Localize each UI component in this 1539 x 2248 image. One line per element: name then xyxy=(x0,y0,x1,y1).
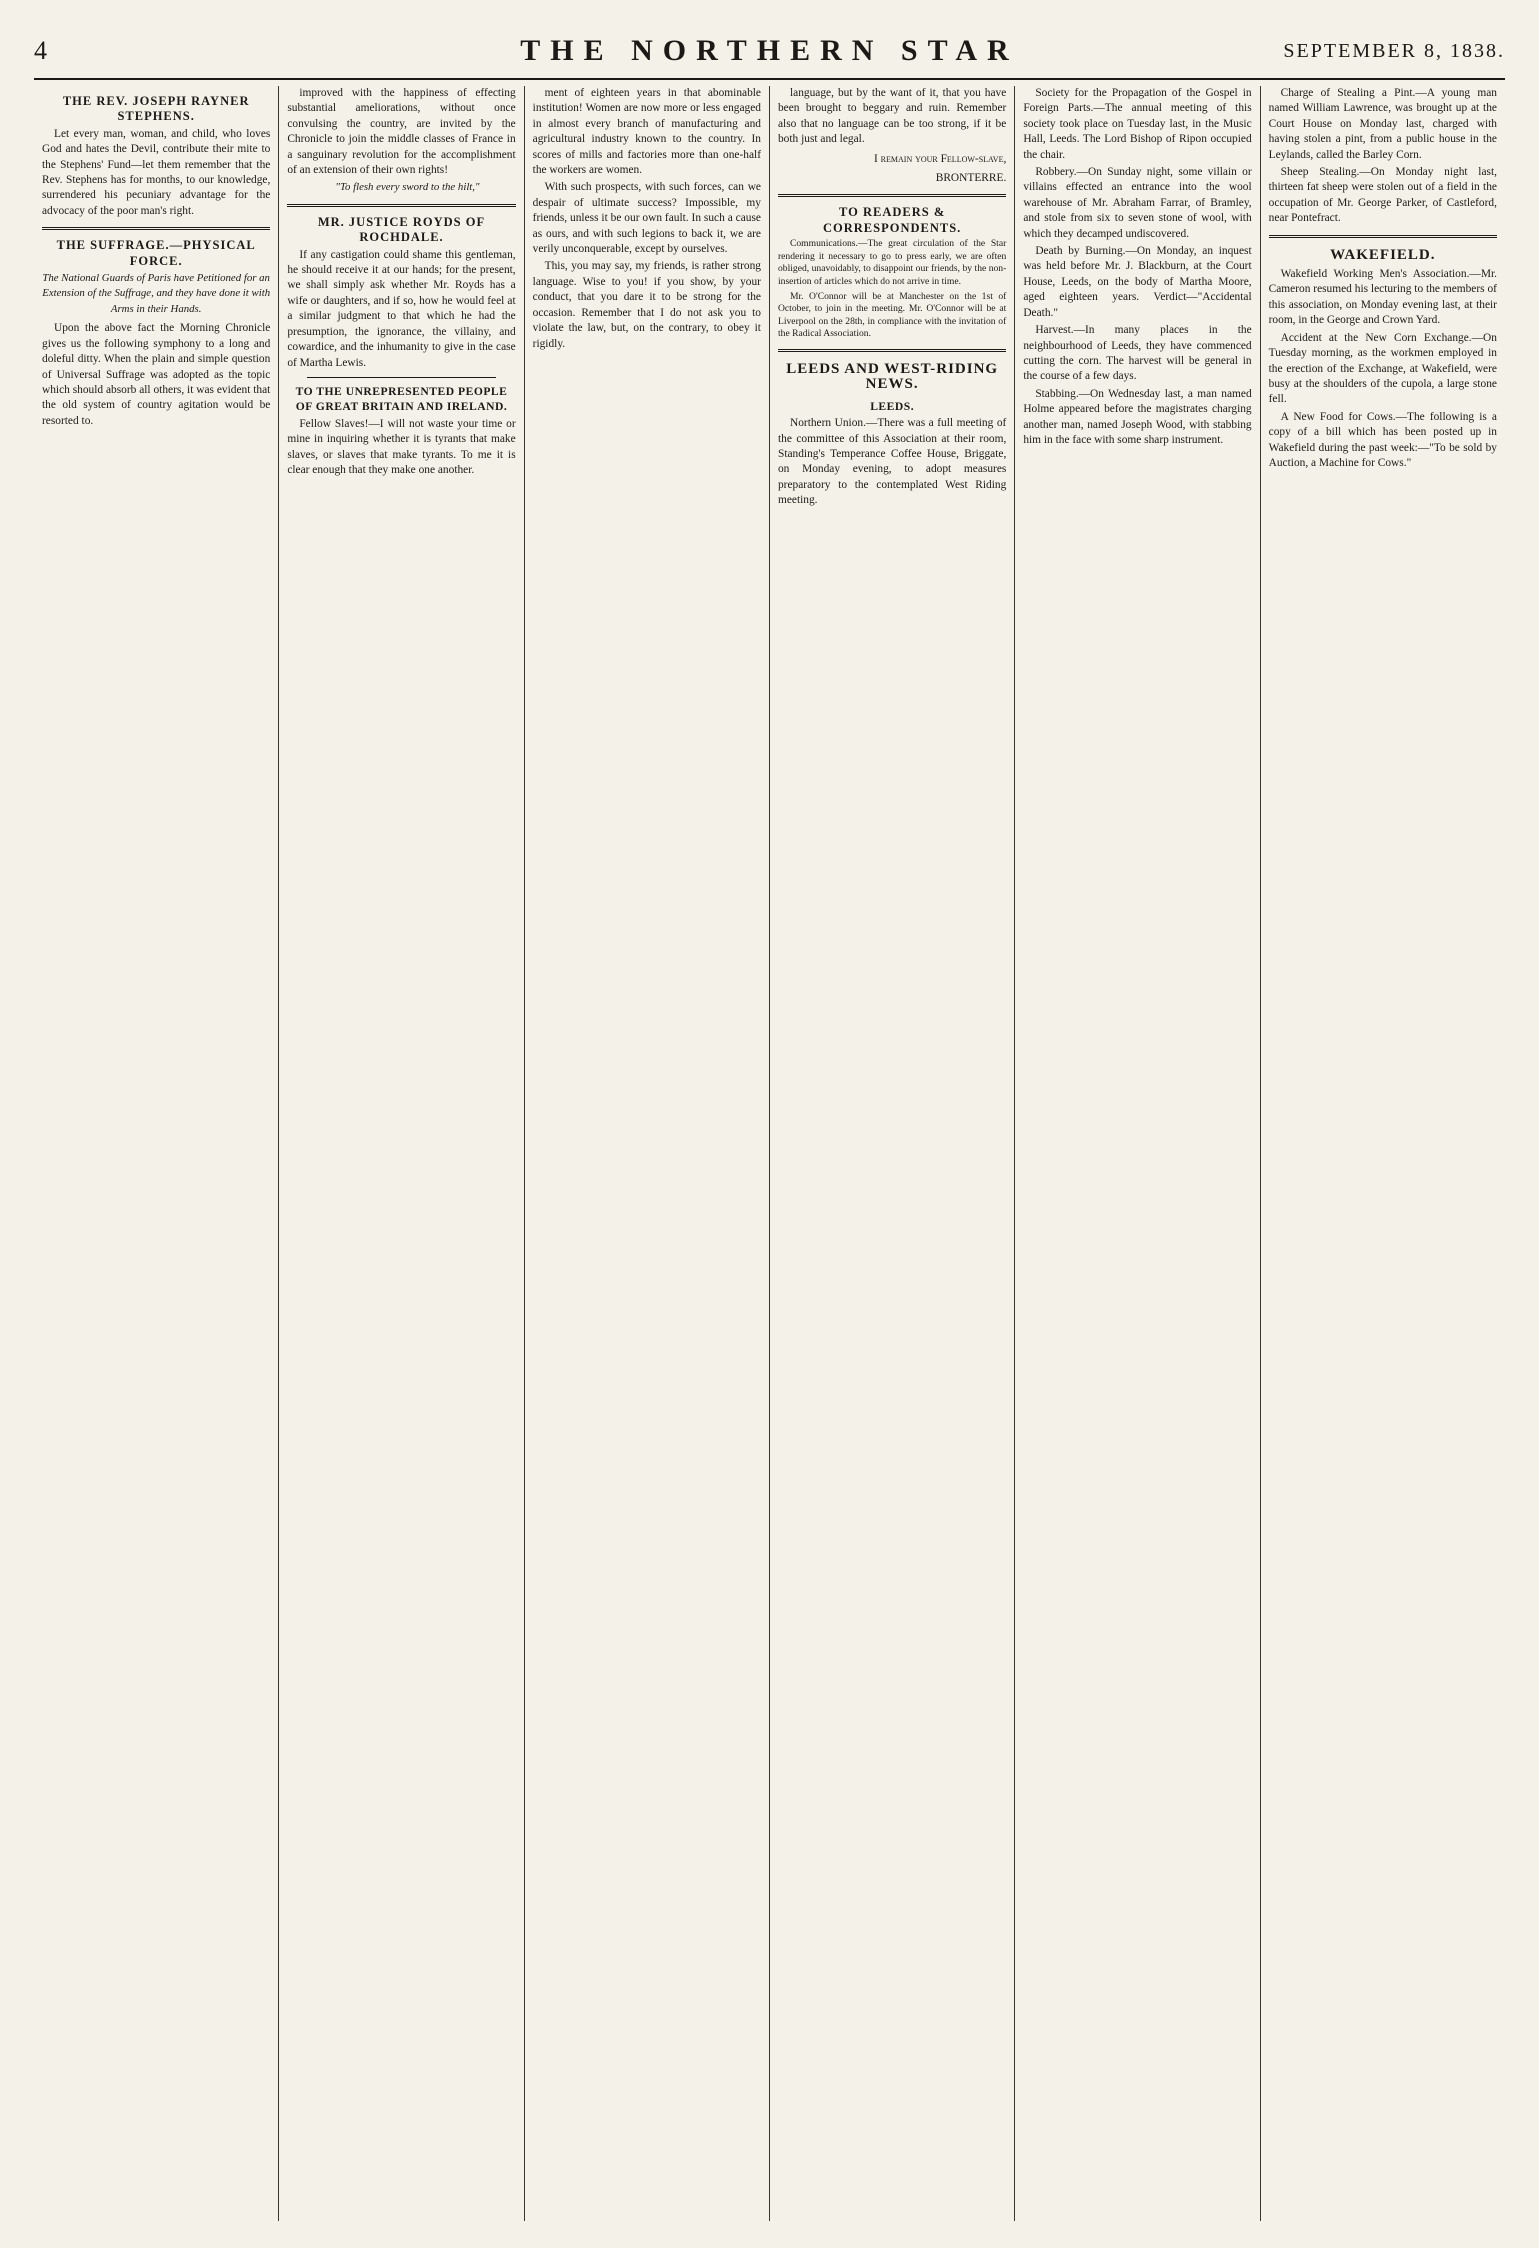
article-text: language, but by the want of it, that you have been brought to beggary and ruin. Remember also that no language can be too strong, if it be both just and legal. xyxy=(777,87,1007,146)
article-text: ment of eighteen years in that abominable institution! Women are now more or less engaged in almost every branch of manufacturing and agricultural industry known to the country. In scores of mills and factories more than one-half the workers are women. xyxy=(532,87,761,177)
news-item: A New Food for Cows.—The following is a copy of a bill which has been posted up in Wakefield during the past week:—"To be sold by Auction, a Machine for Cows." xyxy=(1268,410,1497,469)
column-4 xyxy=(770,86,1015,2221)
news-item: Sheep Stealing.—On Monday night last, thirteen fat sheep were stolen out of a field in the occupation of Mr. George Parker, of Castleford, near Pontefract. xyxy=(1268,166,1497,225)
news-item: Charge of Stealing a Pint.—A young man named William Lawrence, was brought up at the Court House on Monday last, charged with having stolen a pint, from a public house in the Leylands, called the Barley Corn. xyxy=(1268,87,1497,161)
subheadline: The National Guards of Paris have Petitioned for an Extension of the Suffrage, and they have done it with Arms in their Hands. xyxy=(42,272,271,315)
headline-suffrage: THE SUFFRAGE.—PHYSICAL FORCE. xyxy=(56,238,256,268)
column-3 xyxy=(525,86,770,2221)
closing-line: I remain your Fellow-slave, xyxy=(874,152,1007,165)
news-item: Accident at the New Corn Exchange.—On Tuesday morning, as the workmen employed in the erection of the Exchange, at Wakefield, were busy at the shoulders of the cupola, a large stone fell. xyxy=(1268,331,1497,406)
headline-stephens: THE REV. JOSEPH RAYNER STEPHENS. xyxy=(62,94,250,124)
headline-royds: MR. JUSTICE ROYDS OF ROCHDALE. xyxy=(317,214,486,245)
news-item: Wakefield Working Men's Association.—Mr. Cameron resumed his lecturing to the members of this association, on Monday evening last, at their room, in the George and Crown Yard. xyxy=(1268,268,1497,327)
headline-wakefield: WAKEFIELD. xyxy=(1330,246,1436,263)
divider xyxy=(778,194,1006,197)
column-1 xyxy=(34,86,279,2221)
page-number: 4 xyxy=(34,36,47,65)
news-item: Harvest.—In many places in the neighbourhood of Leeds, they have commenced cutting the corn. The harvest will be general in the course of a few days. xyxy=(1023,324,1252,383)
headline-address: TO THE UNREPRESENTED PEOPLE OF GREAT BRITAIN AND IRELAND. xyxy=(295,384,508,414)
news-item: Stabbing.—On Wednesday last, a man named Holme appeared before the magistrates charging another man, named Joseph Wood, with stabbing him in the face with some sharp instrument. xyxy=(1023,387,1252,446)
article-text: Let every man, woman, and child, who loves God and hates the Devil, contribute their mite to the Stephens' Fund—let them remember that the Rev. Stephens has for months, to our knowledge, surrendered his pecuniary advantage for the advocacy of the poor man's right. xyxy=(42,127,271,217)
article-text: Northern Union.—There was a full meeting of the committee of this Association at their room, Standing's Temperance Coffee House, Briggate, on Monday evening, to adopt measures preparatory to the contemplated West Riding meeting. xyxy=(777,417,1007,507)
notice-text: Mr. O'Connor will be at Manchester on the 1st of October, to join in the meeting. Mr. O'Connor will be at Liverpool on the 28th, in compliance with the invitation of the Radical Association. xyxy=(777,290,1007,340)
divider xyxy=(287,204,515,207)
news-item: Society for the Propagation of the Gospel in Foreign Parts.—The annual meeting of this society took place on Tuesday last, in the Music Hall, Leeds. The Lord Bishop of Ripon occupied the chair. xyxy=(1023,87,1252,161)
column-6 xyxy=(1261,86,1505,2221)
divider xyxy=(42,227,270,230)
article-text: With such prospects, with such forces, can we despair of ultimate success? Impossible, my friends, unless it be our own fault. In such a cause as ours, and with such legions to back it, we are verily unconquerable, except by ourselves. xyxy=(532,181,761,256)
headline-correspondents: TO READERS & CORRESPONDENTS. xyxy=(823,205,962,235)
newspaper-title: THE NORTHERN STAR xyxy=(520,34,1019,67)
column-5 xyxy=(1015,86,1260,2221)
issue-date: SEPTEMBER 8, 1838. xyxy=(1283,40,1505,62)
masthead xyxy=(34,30,1505,80)
divider xyxy=(1269,235,1497,238)
article-text: improved with the happiness of effecting substantial ameliorations, without once convulsing the country, are invited by the Chronicle to join the middle classes of France in a sanguinary revolution for the accomplishment of an extension of their own rights! xyxy=(287,87,516,177)
news-item: Death by Burning.—On Monday, an inquest was held before Mr. J. Blackburn, at the Court House, Leeds, on the body of Martha Moore, aged eighteen years. Verdict—"Accidental Death." xyxy=(1023,245,1252,319)
columns xyxy=(34,86,1505,2221)
divider xyxy=(778,349,1006,352)
signature: BRONTERRE. xyxy=(935,172,1007,185)
headline-leeds: LEEDS. xyxy=(870,399,915,413)
article-text: Fellow Slaves!—I will not waste your time or mine in inquiring whether it is tyrants that make slaves, or slaves that make tyrants. To me it is clear enough that they make one another. xyxy=(287,417,516,476)
article-text: If any castigation could shame this gentleman, he should receive it at our hands; for the present, we shall simply ask whether Mr. Royds has a wife or daughters, and if so, how he would feel at a similar judgment to that which he had the presumption, the ignorance, the villainy, and cowardice, and the inhumanity to give in the case of Martha Lewis. xyxy=(287,248,516,369)
quotation: "To flesh every sword to the hilt," xyxy=(335,181,480,194)
article-text: This, you may say, my friends, is rather strong language. Wise to you! if you show, by your conduct, that you dare it to be strong for the occasion. Remember that I do not ask you to violate the law, but, on the contrary, to obey it rigidly. xyxy=(532,260,761,350)
notice-text: Communications.—The great circulation of the Star rendering it necessary to go to press early, we are often obliged, unavoidably, to disappoint our friends, by the non-insertion of articles which do not arrive in time. xyxy=(777,238,1007,288)
column-2 xyxy=(279,86,524,2221)
headline-leeds-news: LEEDS AND WEST-RIDING NEWS. xyxy=(786,361,999,393)
article-text: Upon the above fact the Morning Chronicle gives us the following symphony to a long and doleful ditty. When the plain and simple question of Universal Suffrage was adopted as the topic which should absorb all others, it was evident that the old system of country agitation would be resorted to. xyxy=(42,322,271,427)
news-item: Robbery.—On Sunday night, some villain or villains effected an entrance into the wool warehouse of Mr. Abraham Farrar, of Bramley, and stole from six to seven stone of wool, with which they decamped undiscovered. xyxy=(1023,166,1252,240)
divider xyxy=(307,377,495,378)
